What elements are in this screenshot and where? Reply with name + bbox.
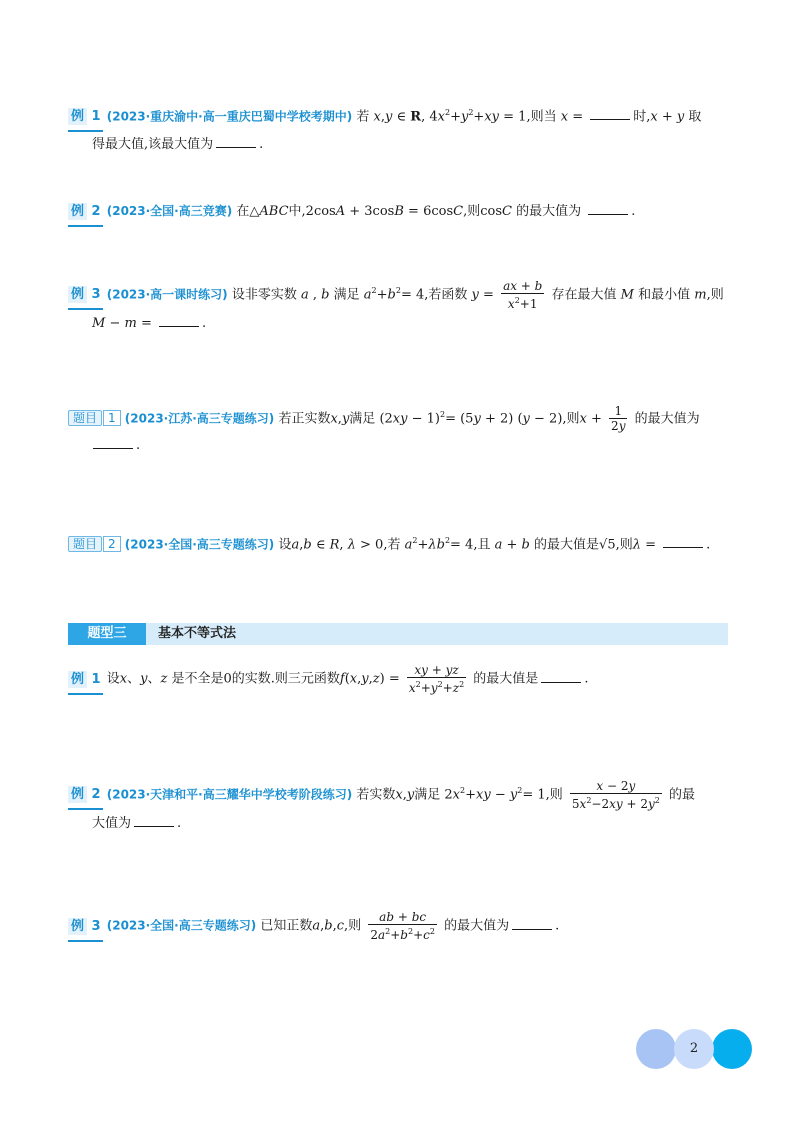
- problem-source: (2023·全国·高三竞赛): [106, 204, 233, 218]
- section-title: 基本不等式法: [158, 626, 237, 641]
- problem-ex1: 例 1 (2023·重庆渝中·高一重庆巴蜀中学校考期中) 若 x,y ∈ R, $4x^2+y^2+xy = 1$,则当 x = 时,x + y 取 得最大值,该最大值为 .: [68, 100, 730, 158]
- example-tag: 例 3: [68, 914, 103, 942]
- problem-ex3: 例 3 (2023·高一课时练习) 设非零实数 a , b 满足 $a^2+b^2= 4$,若函数 y = $\frac{ax + b}{x^2+1}$ 存在最大值 M 和最小值 m,则 M − m = .: [68, 278, 730, 337]
- fraction: $\frac{xy + yz}{x^2+y^2+z^2}$: [408, 663, 465, 695]
- question-tag: 题目: [68, 536, 102, 552]
- answer-blank[interactable]: [93, 434, 133, 449]
- question-tag: 题目: [68, 410, 102, 426]
- answer-blank[interactable]: [134, 812, 174, 827]
- problem-source: (2023·重庆渝中·高一重庆巴蜀中学校考期中): [106, 109, 353, 124]
- answer-blank[interactable]: [588, 200, 628, 215]
- fraction: $\frac{ab + bc}{2a^2+b^2+c^2}$: [370, 910, 435, 942]
- fraction: $\frac{1}{2y}$: [611, 404, 626, 434]
- answer-blank[interactable]: [159, 312, 199, 327]
- problem-s3-ex2: 例 2 (2023·天津和平·高三耀华中学校考阶段练习) 若实数x,y满足 $2x^2+xy - y^2= 1$,则 $\frac{x - 2y}{5x^2-2xy + 2y^2}$ 的最 大值为 .: [68, 778, 730, 837]
- example-tag: 例 2: [68, 199, 103, 227]
- problem-ex2: 例 2 (2023·全国·高三竞赛) 在△ABC中,2cosA + 3cosB = 6cosC,则cosC 的最大值为 .: [68, 198, 730, 227]
- example-tag: 例 1: [68, 667, 103, 695]
- answer-blank[interactable]: [512, 915, 552, 930]
- section-label: 题型三: [68, 623, 146, 645]
- fraction: $\frac{x - 2y}{5x^2-2xy + 2y^2}$: [571, 778, 660, 811]
- problem-q2: 题目 2 (2023·全国·高三专题练习) 设a,b ∈ R, λ > 0,若 $a^2+\lambda b^2= 4$,且 a + b 的最大值是√5,则λ = .: [68, 528, 730, 558]
- answer-blank[interactable]: [541, 668, 581, 683]
- problem-source: (2023·高一课时练习): [106, 287, 228, 302]
- problem-s3-ex3: 例 3 (2023·全国·高三专题练习) 已知正数a,b,c,则 $\frac{ab + bc}{2a^2+b^2+c^2}$ 的最大值为 .: [68, 910, 730, 942]
- problem-source: (2023·全国·高三专题练习): [106, 918, 257, 933]
- example-tag: 例 2: [68, 782, 103, 810]
- problem-source: (2023·天津和平·高三耀华中学校考阶段练习): [106, 787, 353, 802]
- answer-blank[interactable]: [663, 533, 703, 548]
- example-tag: 例 1: [68, 104, 103, 132]
- problem-source: (2023·全国·高三专题练习): [124, 537, 275, 552]
- answer-blank[interactable]: [216, 133, 256, 148]
- page-number: 2: [689, 1041, 699, 1056]
- decor-circle-left: [636, 1029, 676, 1069]
- section-header: [68, 623, 728, 645]
- decor-circle-right: [712, 1029, 752, 1069]
- fraction: $\frac{ax + b}{x^2+1}$: [503, 278, 543, 311]
- answer-blank[interactable]: [590, 105, 630, 120]
- example-tag: 例 3: [68, 282, 103, 310]
- problem-s3-ex1: 例 1 设x、y、z 是不全是0的实数.则三元函数f(x,y,z) = $\frac{xy + yz}{x^2+y^2+z^2}$ 的最大值是 .: [68, 663, 730, 695]
- problem-q1: 题目 1 (2023·江苏·高三专题练习) 若正实数x,y满足 $(2xy - 1)^2= (5y + 2)$ (y − 2),则x + $\frac{1}{2y}$ 的最大值为 .: [68, 402, 730, 459]
- problem-source: (2023·江苏·高三专题练习): [124, 411, 275, 426]
